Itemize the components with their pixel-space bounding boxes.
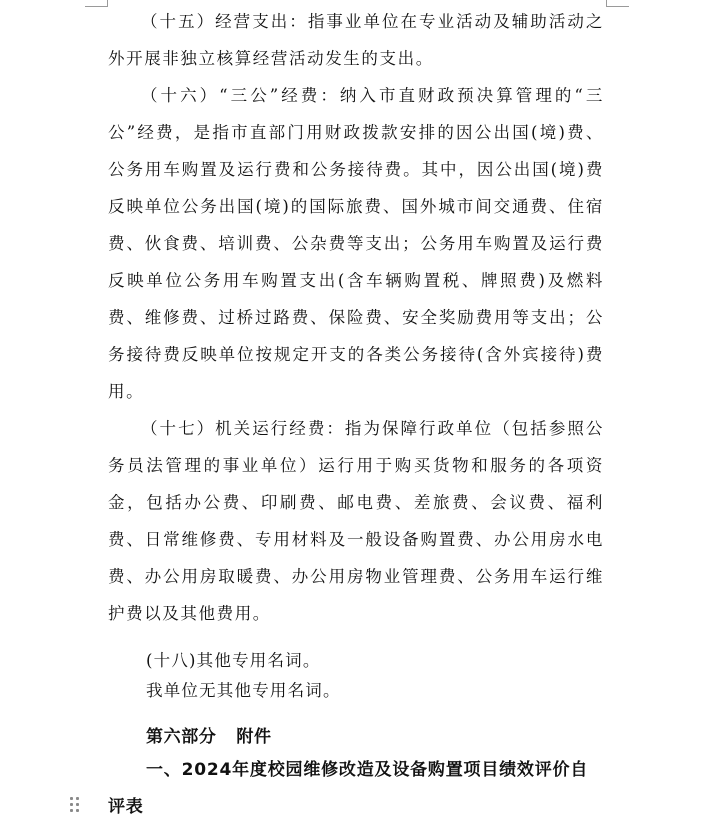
paragraph-item-17: （十七）机关运行经费：指为保障行政单位（包括参照公务员法管理的事业单位）运行用于购买货物和服务的各项资金，包括办公费、印刷费、邮电费、差旅费、会议费、福利费、日常维修费、专用材料及一般设备购置费、办公用房水电费、办公用房取暖费、办公用房物业管理费、公务用车运行维护费以及其他费用。 (108, 419, 604, 623)
drag-handle-icon[interactable] (70, 797, 80, 813)
page-corner-mark-right (606, 0, 629, 7)
paragraph-item-18-body: 我单位无其他专用名词。 (146, 681, 341, 700)
paragraph-item-15: （十五）经营支出：指事业单位在专业活动及辅助活动之外开展非独立核算经营活动发生的支出。 (108, 12, 604, 68)
part-six-label: 第六部分 (146, 727, 217, 747)
paragraph-item-18: (十八)其他专用名词。 (146, 651, 321, 670)
part-six-title: 附件 (236, 727, 272, 747)
paragraph-item-15-block (108, 3, 604, 77)
page-corner-mark-left (85, 0, 108, 7)
paragraph-item-16: （十六）“三公”经费：纳入市直财政预决算管理的“三公”经费，是指市直部门用财政拨款安排的因公出国(境)费、公务用车购置及运行费和公务接待费。其中，因公出国(境)费反映单位公务出国(境)的国际旅费、国外城市间交通费、住宿费、伙食费、培训费、公杂费等支出；公务用车购置及运行费反映单位公务用车购置支出(含车辆购置税、牌照费)及燃料费、维修费、过桥过路费、保险费、安全奖励费用等支出；公务接待费反映单位按规定开支的各类公务接待(含外宾接待)费用。 (108, 86, 604, 401)
paragraph-item-16-block (108, 77, 604, 410)
attachment-heading-block (108, 752, 604, 826)
part-six-heading (108, 722, 604, 752)
part-six-heading-block (108, 722, 604, 752)
paragraph-item-18-block (108, 646, 604, 706)
attachment-1-heading: 一、2024年度校园维修改造及设备购置项目绩效评价自评表 (108, 760, 589, 817)
paragraph-item-17-block (108, 410, 604, 632)
